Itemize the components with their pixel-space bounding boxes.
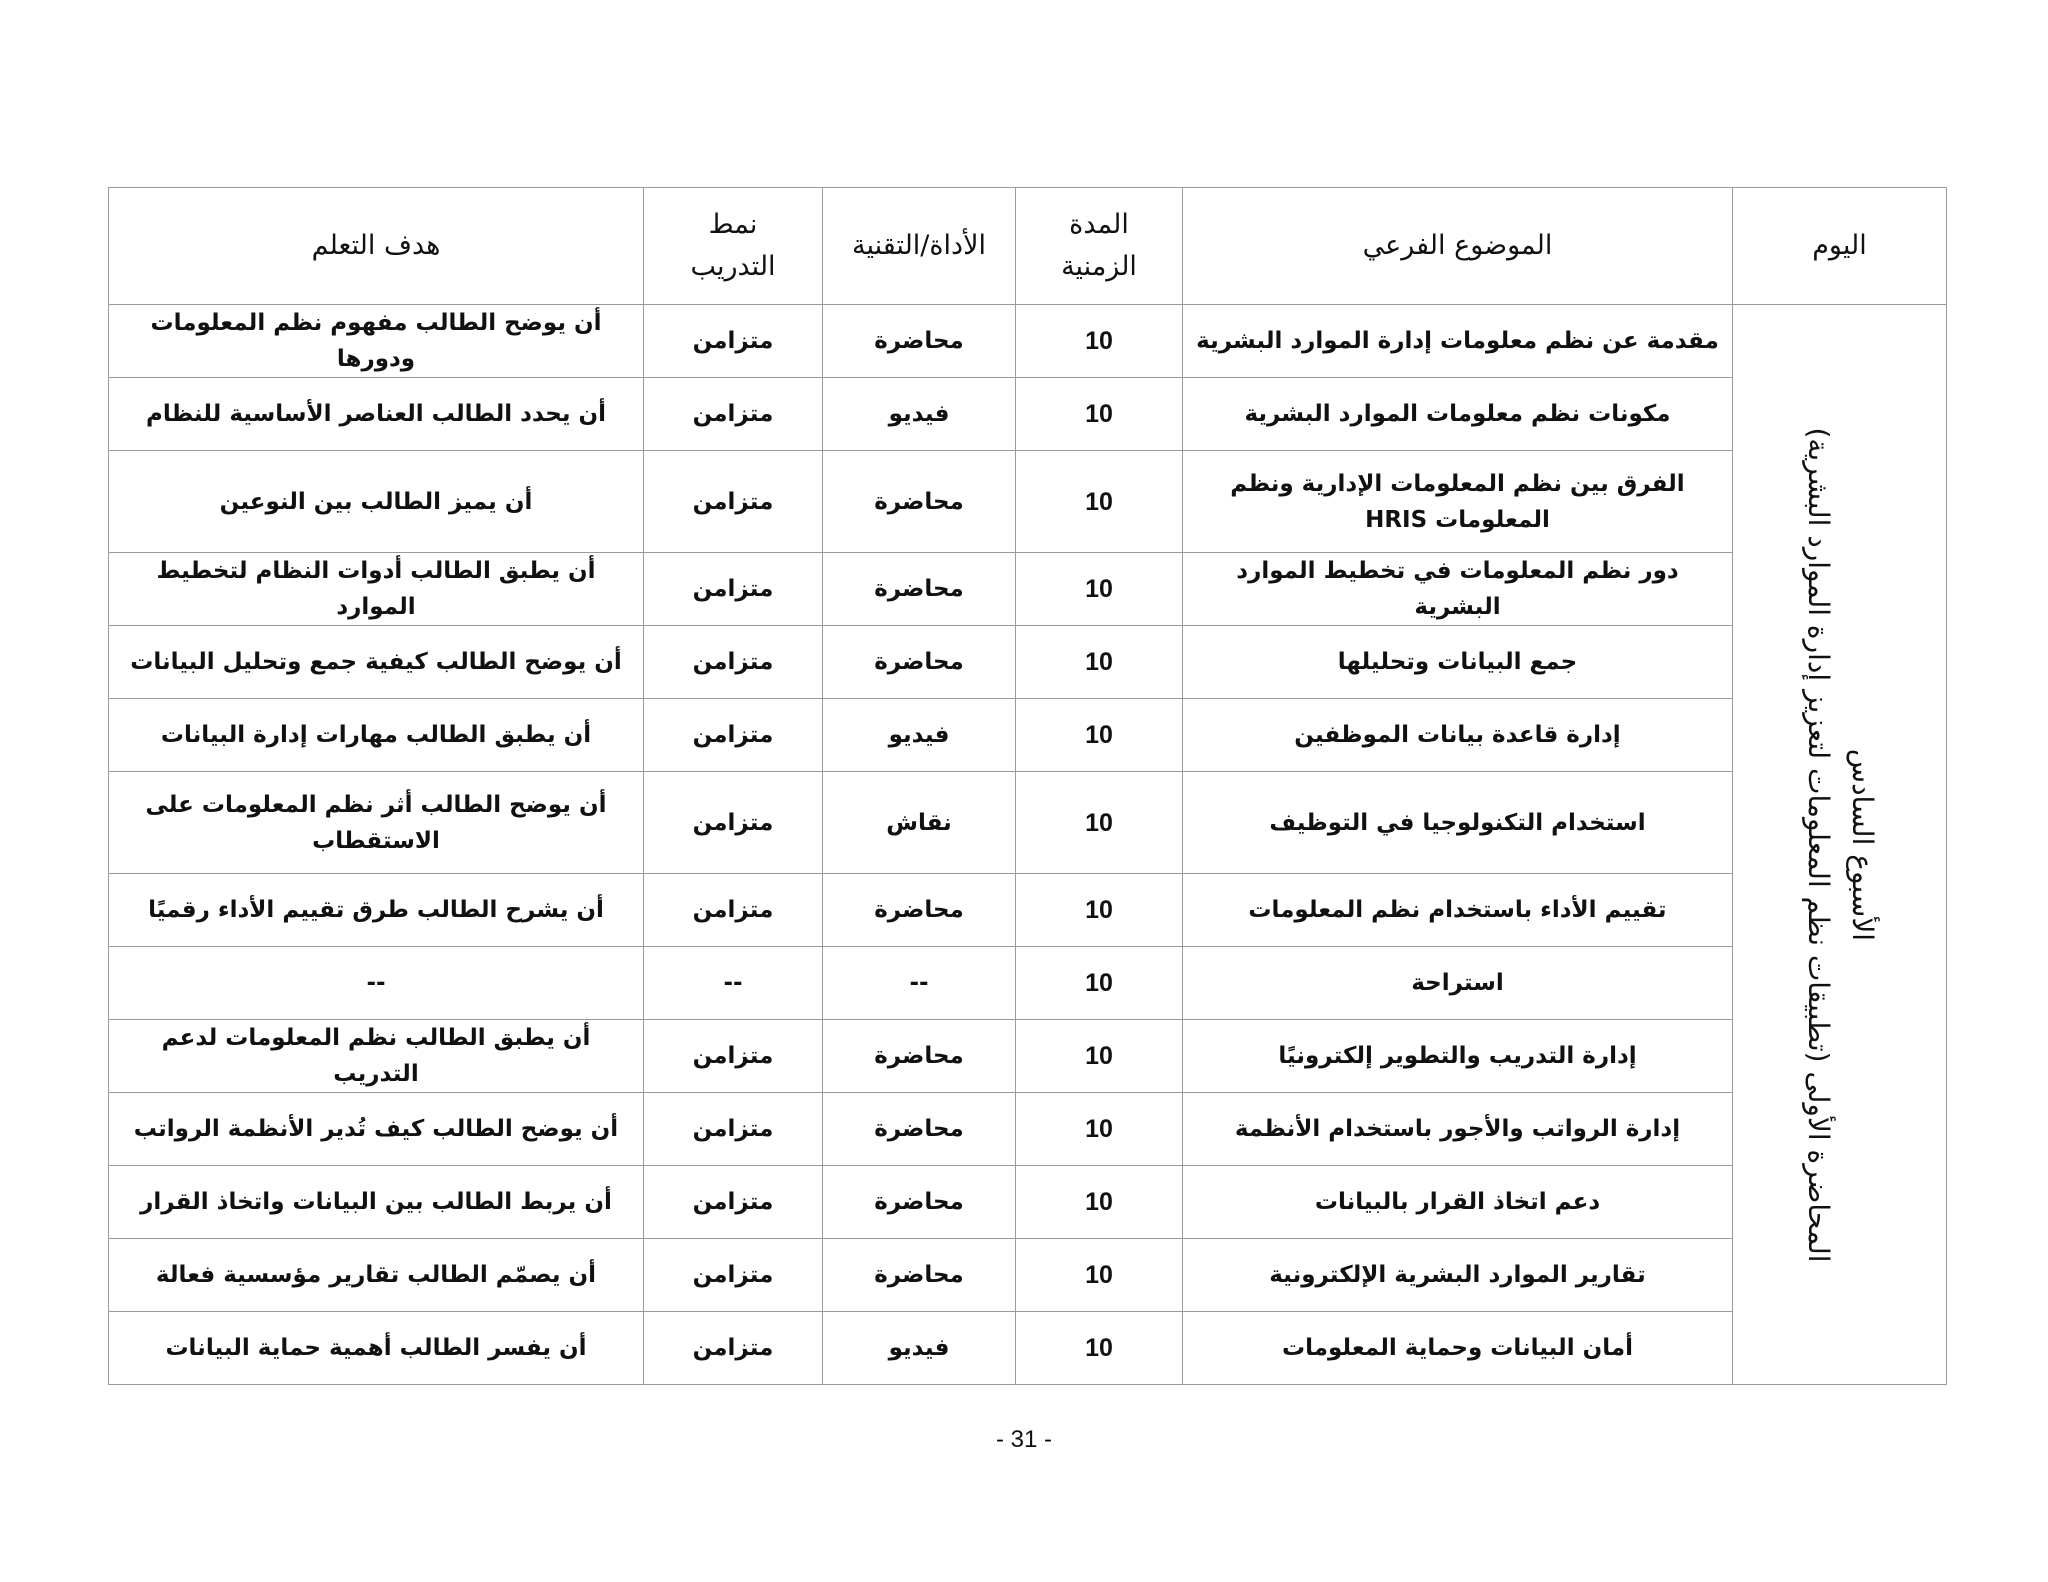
cell-duration: 10 bbox=[1016, 1093, 1183, 1166]
cell-tool: -- bbox=[823, 947, 1016, 1020]
cell-duration: 10 bbox=[1016, 305, 1183, 378]
table-row bbox=[109, 1312, 1947, 1385]
cell-mode: متزامن bbox=[644, 1239, 823, 1312]
cell-goal: أن يحدد الطالب العناصر الأساسية للنظام bbox=[109, 378, 644, 451]
table-row bbox=[109, 772, 1947, 874]
cell-goal: أن يوضح الطالب مفهوم نظم المعلومات ودورها bbox=[109, 305, 644, 378]
cell-goal: أن يطبق الطالب مهارات إدارة البيانات bbox=[109, 699, 644, 772]
cell-subtopic: أمان البيانات وحماية المعلومات bbox=[1183, 1312, 1733, 1385]
header-duration-line2: الزمنية bbox=[1061, 251, 1137, 282]
cell-duration: 10 bbox=[1016, 699, 1183, 772]
table-row bbox=[109, 1166, 1947, 1239]
table-row bbox=[109, 626, 1947, 699]
cell-subtopic: إدارة قاعدة بيانات الموظفين bbox=[1183, 699, 1733, 772]
header-mode bbox=[644, 188, 823, 305]
header-day: اليوم bbox=[1733, 188, 1947, 305]
table-row bbox=[109, 1020, 1947, 1093]
cell-subtopic: تقارير الموارد البشرية الإلكترونية bbox=[1183, 1239, 1733, 1312]
header-mode-line1: نمط bbox=[708, 209, 758, 240]
cell-duration: 10 bbox=[1016, 1020, 1183, 1093]
cell-tool: محاضرة bbox=[823, 1093, 1016, 1166]
header-row bbox=[109, 188, 1947, 305]
cell-goal: أن يوضح الطالب كيف تُدير الأنظمة الرواتب bbox=[109, 1093, 644, 1166]
table-row bbox=[109, 451, 1947, 553]
table-row bbox=[109, 699, 1947, 772]
table-row bbox=[109, 874, 1947, 947]
cell-duration: 10 bbox=[1016, 553, 1183, 626]
cell-mode: متزامن bbox=[644, 553, 823, 626]
cell-tool: محاضرة bbox=[823, 553, 1016, 626]
cell-goal: أن يطبق الطالب أدوات النظام لتخطيط الموارد bbox=[109, 553, 644, 626]
cell-subtopic: إدارة التدريب والتطوير إلكترونيًا bbox=[1183, 1020, 1733, 1093]
cell-duration: 10 bbox=[1016, 378, 1183, 451]
cell-goal: أن يوضح الطالب أثر نظم المعلومات على الاستقطاب bbox=[109, 772, 644, 874]
cell-mode: متزامن bbox=[644, 305, 823, 378]
cell-tool: محاضرة bbox=[823, 305, 1016, 378]
table-row bbox=[109, 1239, 1947, 1312]
cell-tool: محاضرة bbox=[823, 1239, 1016, 1312]
cell-duration: 10 bbox=[1016, 1239, 1183, 1312]
cell-goal: أن يصمّم الطالب تقارير مؤسسية فعالة bbox=[109, 1239, 644, 1312]
header-tool: الأداة/التقنية bbox=[823, 188, 1016, 305]
cell-subtopic: دعم اتخاذ القرار بالبيانات bbox=[1183, 1166, 1733, 1239]
cell-duration: 10 bbox=[1016, 772, 1183, 874]
cell-mode: متزامن bbox=[644, 1312, 823, 1385]
cell-subtopic: استراحة bbox=[1183, 947, 1733, 1020]
cell-duration: 10 bbox=[1016, 1166, 1183, 1239]
day-label bbox=[1796, 355, 1884, 1335]
cell-tool: محاضرة bbox=[823, 451, 1016, 553]
cell-tool: محاضرة bbox=[823, 1166, 1016, 1239]
cell-duration: 10 bbox=[1016, 626, 1183, 699]
header-mode-line2: التدريب bbox=[690, 251, 776, 282]
cell-tool: فيديو bbox=[823, 378, 1016, 451]
cell-subtopic: جمع البيانات وتحليلها bbox=[1183, 626, 1733, 699]
cell-subtopic: مقدمة عن نظم معلومات إدارة الموارد البشرية bbox=[1183, 305, 1733, 378]
cell-mode: متزامن bbox=[644, 451, 823, 553]
cell-goal: أن يفسر الطالب أهمية حماية البيانات bbox=[109, 1312, 644, 1385]
cell-tool: محاضرة bbox=[823, 874, 1016, 947]
cell-duration: 10 bbox=[1016, 874, 1183, 947]
table-row bbox=[109, 947, 1947, 1020]
cell-goal: أن يربط الطالب بين البيانات واتخاذ القرار bbox=[109, 1166, 644, 1239]
cell-duration: 10 bbox=[1016, 947, 1183, 1020]
cell-mode: متزامن bbox=[644, 1093, 823, 1166]
table-row bbox=[109, 1093, 1947, 1166]
header-duration bbox=[1016, 188, 1183, 305]
cell-mode: متزامن bbox=[644, 1166, 823, 1239]
cell-goal: أن يميز الطالب بين النوعين bbox=[109, 451, 644, 553]
cell-goal: أن يطبق الطالب نظم المعلومات لدعم التدريب bbox=[109, 1020, 644, 1093]
day-cell bbox=[1733, 305, 1947, 1385]
cell-subtopic: تقييم الأداء باستخدام نظم المعلومات bbox=[1183, 874, 1733, 947]
cell-tool: محاضرة bbox=[823, 1020, 1016, 1093]
cell-subtopic: إدارة الرواتب والأجور باستخدام الأنظمة bbox=[1183, 1093, 1733, 1166]
cell-tool: نقاش bbox=[823, 772, 1016, 874]
cell-tool: محاضرة bbox=[823, 626, 1016, 699]
cell-duration: 10 bbox=[1016, 451, 1183, 553]
header-duration-line1: المدة bbox=[1069, 209, 1129, 240]
day-lecture: المحاضرة الأولى (تطبيقات نظم المعلومات لتعزيز إدارة الموارد البشرية) bbox=[1801, 426, 1835, 1263]
table-row bbox=[109, 305, 1947, 378]
cell-mode: متزامن bbox=[644, 699, 823, 772]
cell-subtopic: استخدام التكنولوجيا في التوظيف bbox=[1183, 772, 1733, 874]
cell-goal: أن يوضح الطالب كيفية جمع وتحليل البيانات bbox=[109, 626, 644, 699]
header-subtopic: الموضوع الفرعي bbox=[1183, 188, 1733, 305]
cell-tool: فيديو bbox=[823, 1312, 1016, 1385]
cell-mode: -- bbox=[644, 947, 823, 1020]
table-row bbox=[109, 378, 1947, 451]
day-week: الأسبوع السادس bbox=[1845, 748, 1879, 941]
cell-subtopic: مكونات نظم معلومات الموارد البشرية bbox=[1183, 378, 1733, 451]
cell-mode: متزامن bbox=[644, 874, 823, 947]
cell-subtopic: الفرق بين نظم المعلومات الإدارية ونظم المعلومات HRIS bbox=[1183, 451, 1733, 553]
page-number: - 31 - bbox=[995, 1426, 1052, 1453]
cell-mode: متزامن bbox=[644, 626, 823, 699]
cell-subtopic: دور نظم المعلومات في تخطيط الموارد البشرية bbox=[1183, 553, 1733, 626]
header-goal: هدف التعلم bbox=[109, 188, 644, 305]
cell-mode: متزامن bbox=[644, 1020, 823, 1093]
cell-tool: فيديو bbox=[823, 699, 1016, 772]
cell-duration: 10 bbox=[1016, 1312, 1183, 1385]
table-row bbox=[109, 553, 1947, 626]
schedule-table bbox=[108, 187, 1947, 1385]
cell-mode: متزامن bbox=[644, 772, 823, 874]
cell-goal: -- bbox=[109, 947, 644, 1020]
cell-goal: أن يشرح الطالب طرق تقييم الأداء رقميًا bbox=[109, 874, 644, 947]
cell-mode: متزامن bbox=[644, 378, 823, 451]
